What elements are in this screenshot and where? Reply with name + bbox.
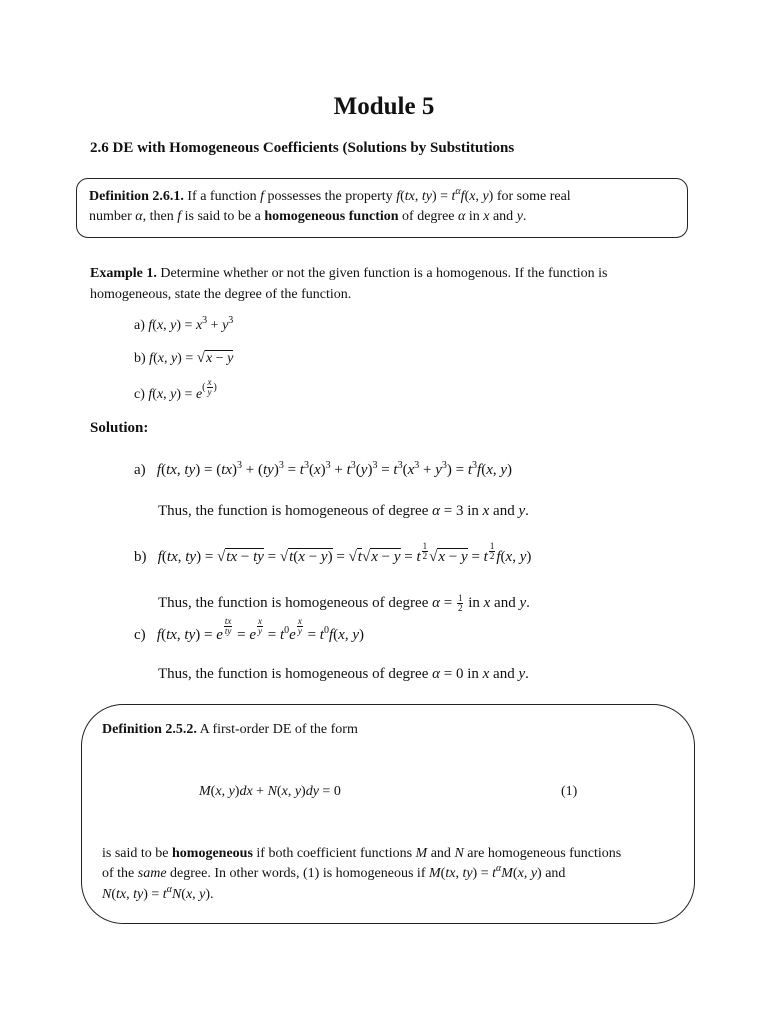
solution-b-conclusion: Thus, the function is homogeneous of degree α = $\frac{1}{2}$ in x and y. <box>158 593 530 613</box>
definition-2-6-1-line2: number α, then f is said to be a homogeneous function of degree α in x and y. <box>89 209 527 224</box>
definition-2-5-2-intro: Definition 2.5.2. A first-order DE of the form <box>102 722 358 737</box>
example-item-a: a) f(x, $y) = x^3 + y^3$ <box>134 315 234 333</box>
solution-c-equation: c) f(tx, ty) = e $\frac{tx}{ty}$ = e $\frac{x}{y}$ = $t^0e$ $\frac{x}{y}$ = $t^0f(x$, y) <box>134 616 364 643</box>
emphasis-same: same <box>137 866 167 881</box>
solution-a-equation: a) f(tx, $ty) = (tx)^3 + (ty)^3 = t^3(x)^3 + t^3(y)^3 = t^3(x^3 + y^3) = t^3f(x$, y) <box>134 460 513 478</box>
term-homogeneous-function: homogeneous function <box>264 209 399 224</box>
example-item-c: c) f(x, $y) = e^{( \frac{x}{y} )}$ <box>134 377 217 402</box>
equation-number: (1) <box>561 784 578 799</box>
definition-2-5-2-line2: of the same degree. In other words, (1) is homogeneous if M(tx, $ty) = t^\alpha M(x$, y) and <box>102 863 566 881</box>
definition-label: Definition 2.5.2. <box>102 722 197 737</box>
term-homogeneous: homogeneous <box>172 846 253 861</box>
definition-2-5-2-line3: N(tx, $ty) = t^\alpha N(x$, y). <box>102 884 214 902</box>
solution-b-equation: b) f(tx, ty) = √tx − ty = √t(x − y) = √t√x − y = t $\frac{1}{2}$ √x − y = t $\frac{1}{2}$ f(x, y) <box>134 541 532 565</box>
definition-2-6-1-line1: Definition 2.6.1. If a function f possesses the property f(tx, $ty) = t^\alpha f(x$, y) for some real <box>89 186 571 204</box>
solution-a-conclusion: Thus, the function is homogeneous of degree α = 3 in x and y. <box>158 503 529 519</box>
section-heading: 2.6 DE with Homogeneous Coefficients (Solutions by Substitutions <box>90 140 515 156</box>
solution-c-conclusion: Thus, the function is homogeneous of degree α = 0 in x and y. <box>158 666 529 682</box>
definition-label: Definition 2.6.1. <box>89 189 184 204</box>
example-1-line2: homogeneous, state the degree of the function. <box>90 287 352 302</box>
page-title: Module 5 <box>333 93 435 120</box>
example-item-b: b) f(x, y) = √x − y <box>134 350 234 366</box>
equation-1: M(x, y)dx + N(x, y)dy = 0 <box>199 784 341 799</box>
example-label: Example 1. <box>90 266 157 281</box>
definition-2-5-2-line1: is said to be homogeneous if both coefficient functions M and N are homogeneous functions <box>102 846 622 861</box>
solution-heading: Solution: <box>90 420 149 436</box>
example-1-line1: Example 1. Determine whether or not the given function is a homogenous. If the function is <box>90 266 608 281</box>
